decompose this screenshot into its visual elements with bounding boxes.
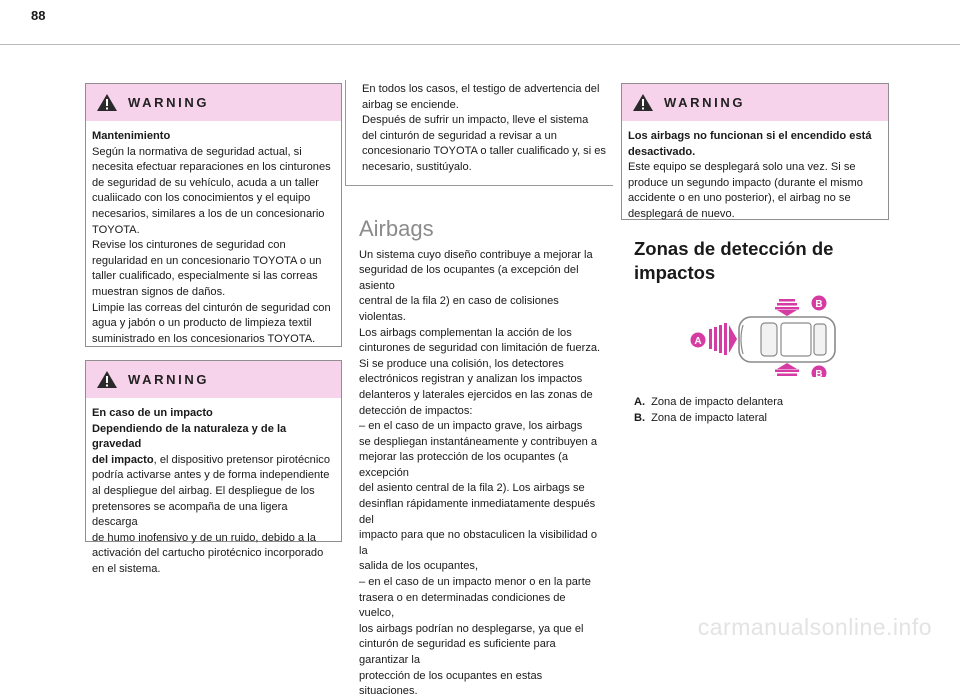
front-impact-arrows: [709, 323, 737, 355]
warning-triangle-icon: [96, 370, 118, 389]
text-line: activación del cartucho pirotécnico incorporado: [92, 547, 324, 560]
warning-title: WARNING: [664, 95, 746, 110]
text-line: pretensores se acompaña de una ligera descarga: [92, 500, 288, 529]
text-line: produce un segundo impacto (durante el mismo: [628, 176, 863, 189]
warning-header: [86, 361, 341, 398]
warning-heading: desactivado.: [628, 145, 696, 158]
text-line: electrónicos registran y analizan los impactos: [359, 373, 583, 386]
footer-watermark: carmanualsonline.info: [697, 614, 932, 640]
text-line: taller cualificado, especialmente si las correas: [92, 270, 318, 283]
warning-heading: Mantenimiento: [92, 130, 171, 142]
text-line: En todos los casos, el testigo de advertencia del: [362, 83, 600, 95]
text-line: necesarios, similares a los de un concesionario: [92, 207, 325, 220]
text-line: cinturones de seguridad con limitación de fuerza.: [359, 342, 601, 355]
text-line: airbag se enciende.: [362, 98, 459, 111]
text-line: trasera o en determinadas condiciones de vuelco,: [359, 591, 566, 620]
warning-subheading-end: del impacto: [92, 453, 154, 466]
warning-body: [86, 398, 341, 588]
impact-zones-figure: [661, 295, 861, 377]
text-line: del cinturón de seguridad a revisar a un: [362, 129, 557, 142]
text-line: de humo inofensivo y de un ruido, debido a la: [92, 531, 316, 544]
text-line: cinturón de seguridad es suficiente para garantizar la: [359, 638, 556, 666]
marker-a-label: A: [694, 336, 702, 347]
column-right: [621, 83, 889, 426]
airbags-body: [359, 248, 602, 700]
text-line: del asiento central de la fila 2). Los airbags se: [359, 482, 585, 495]
marker-b-bottom-label: B: [815, 369, 823, 377]
text-line: concesionario TOYOTA o taller cualificado y, si es: [362, 145, 606, 158]
title-line: impactos: [634, 262, 716, 283]
legend-item: [634, 411, 889, 427]
rear-window-shape: [814, 324, 826, 355]
text-line: de seguridad de su vehículo, acuda a un taller: [92, 176, 319, 189]
warning-heading: Los airbags no funcionan si el encendido está: [628, 130, 872, 142]
warning-box-airbags: [621, 83, 889, 220]
text-line: – en el caso de un impacto grave, los airbags: [359, 420, 583, 433]
text-line: al despliegue del airbag. El despliegue de los: [92, 484, 315, 497]
text-line: se despliegan instantáneamente y contribuyen a: [359, 435, 598, 448]
text-line: Limpie las correas del cinturón de seguridad con: [92, 301, 331, 314]
text-line: agua y jabón o un producto de limpieza textil: [92, 317, 312, 330]
text-line: desplegará de nuevo.: [628, 207, 735, 220]
title-line: Zonas de detección de: [634, 238, 834, 259]
warning-box-maintenance: [85, 83, 342, 347]
warning-triangle-icon: [632, 93, 654, 112]
page-number: 88: [31, 8, 46, 23]
text-line: regularidad en un concesionario TOYOTA o un: [92, 254, 322, 267]
windshield-shape: [761, 323, 777, 356]
side-impact-arrows-top: [775, 299, 799, 316]
text-line: Si se produce una colisión, los detectores: [359, 357, 564, 370]
text-line: [92, 453, 335, 469]
text-line: en el sistema.: [92, 562, 161, 575]
text-line: salida de los ocupantes,: [359, 560, 479, 573]
legend-key: A.: [634, 396, 646, 408]
legend-key: B.: [634, 411, 646, 424]
text-line: muestran signos de daños.: [92, 285, 226, 298]
text-line: cualiicado con los conocimientos y el equipo: [92, 192, 311, 205]
text-line: mejorar las protección de los ocupantes (a excepción: [359, 451, 569, 479]
header-rule: [0, 44, 960, 45]
airbag-note-box: [345, 80, 613, 186]
text-line: – en el caso de un impacto menor o en la parte: [359, 576, 591, 589]
text-line: podría activarse antes y de forma independiente: [92, 469, 330, 482]
text-line: impacto para que no obstaculicen la visibilidad o la: [359, 529, 598, 557]
warning-title: WARNING: [128, 372, 210, 387]
warning-header: [86, 84, 341, 121]
text-line: Según la normativa de seguridad actual, si: [92, 145, 302, 158]
text-line: los airbags podrían no desplegarse, ya que el: [359, 622, 584, 635]
text-line: protección de los ocupantes en estas situaciones.: [359, 669, 543, 698]
roof-shape: [781, 323, 811, 356]
warning-header: [622, 84, 888, 121]
airbag-note: [346, 80, 613, 185]
warning-subheading: Dependiendo de la naturaleza y de la gravedad: [92, 422, 287, 451]
section-title-impact-zones: [634, 237, 889, 285]
text-line: Después de sufrir un impacto, lleve el sistema: [362, 114, 589, 127]
marker-b-top-label: B: [815, 299, 823, 310]
text-line: necesario, sustitúyalo.: [362, 160, 472, 173]
section-title-airbags: Airbags: [359, 215, 434, 241]
column-middle: [345, 80, 606, 700]
warning-triangle-icon: [96, 93, 118, 112]
warning-title: WARNING: [128, 95, 210, 110]
text-line: seguridad de los ocupantes (a excepción del asiento: [359, 264, 579, 292]
side-impact-arrows-bottom: [775, 363, 799, 376]
text-line: Revise los cinturones de seguridad con: [92, 239, 286, 252]
legend-item: [634, 395, 889, 411]
warning-body: [622, 121, 888, 233]
text-line: central de la fila 2) en caso de colisiones violentas.: [359, 295, 559, 323]
text-line: delanteros y laterales ejercidos en las zonas de: [359, 388, 593, 401]
warning-body: [86, 121, 341, 357]
text-line: Los airbags complementan la acción de los: [359, 326, 572, 339]
text-line: suministrado en los concesionarios TOYOTA.: [92, 332, 316, 345]
text-line: desinflan rápidamente inmediatamente después del: [359, 498, 596, 526]
legend-text: Zona de impacto delantera: [651, 396, 784, 408]
text-line: detección de impactos:: [359, 404, 473, 417]
text-line: Un sistema cuyo diseño contribuye a mejorar la: [359, 248, 593, 261]
figure-legend: [634, 395, 889, 426]
text-line: TOYOTA.: [92, 223, 140, 236]
text-fragment: , el dispositivo pretensor pirotécnico: [153, 453, 331, 466]
text-line: necesita efectuar reparaciones en los cinturones: [92, 161, 331, 174]
text-line: accidente o en uno posterior), el airbag no se: [628, 192, 851, 205]
legend-text: Zona de impacto lateral: [651, 411, 768, 424]
warning-box-impact: [85, 360, 342, 575]
warning-heading: En caso de un impacto: [92, 407, 213, 419]
text-line: Este equipo se desplegará solo una vez. Si se: [628, 161, 856, 174]
column-left: [85, 83, 342, 575]
